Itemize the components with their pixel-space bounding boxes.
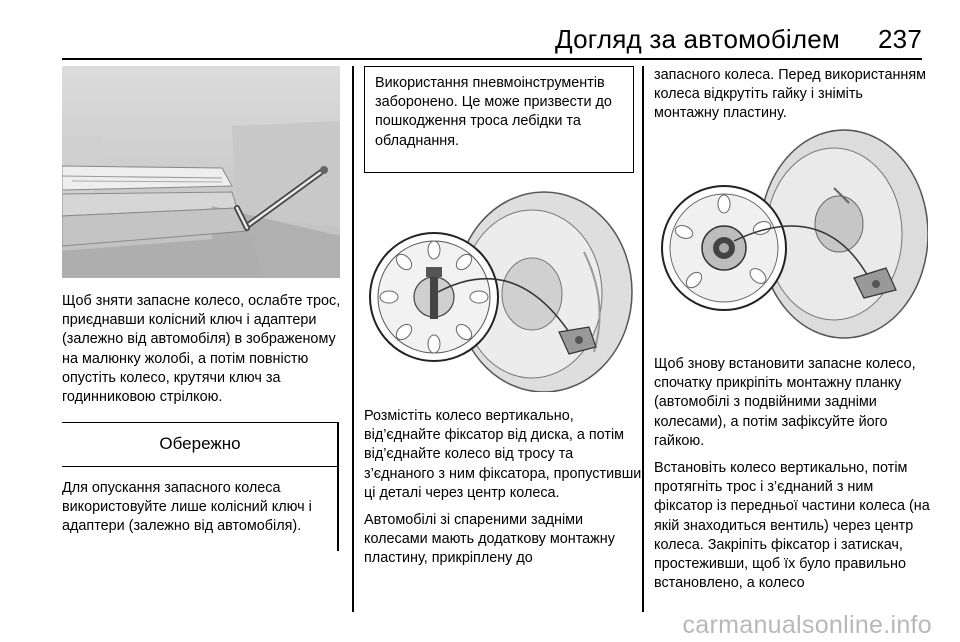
col3-paragraph-2: Встановіть колесо вертикально, потім протягніть трос і з’єднаний з ним фіксатор із передньої частини колеса (на якій знаходиться вентиль) через центр колеса. Закріпіть фіксатор і затискач, простеживши, щоб їх було правильно встановлено, а колесо — [654, 460, 930, 592]
section-title: Догляд за автомобілем — [555, 24, 841, 54]
col2-text — [364, 407, 642, 577]
figure-wheel-wrench — [62, 66, 340, 278]
figure-spare-wheel-retainer — [364, 182, 634, 392]
header-rule — [62, 58, 922, 60]
page-header — [555, 24, 922, 55]
col3-paragraph-top: запасного колеса. Перед використанням колеса відкрутіть гайку і зніміть монтажну пластину. — [654, 67, 927, 122]
caution-text: Для опускання запасного колеса використовуйте лише колісний ключ і адаптери (залежно від автомобіля). — [62, 480, 312, 535]
col2-paragraph-1: Розмістіть колесо вертикально, від’єднайте фіксатор від диска, а потім від’єднайте колесо від тросу та з’єднаного з ним фіксатора, пропустивши ці деталі через центр колеса. — [364, 408, 642, 501]
col3-paragraph-1: Щоб знову встановити запасне колесо, спочатку прикріпіть монтажну планку (автомобілі з подвійними задніми колесами), а потім зафіксуйте його гайкою. — [654, 356, 916, 449]
col1-paragraph: Щоб зняти запасне колесо, ослабте трос, приєднавши колісний ключ і адаптери (залежно від автомобіля) в зображеному на малюнку жолобі, а потім повністю опустіть колесо, крутячи ключ за годинниковою стрілкою. — [62, 293, 341, 406]
caution-title: Обережно — [62, 423, 338, 467]
figure-wheel-mounting — [654, 128, 928, 340]
warning-note-box — [364, 66, 634, 173]
watermark: carmanualsonline.info — [682, 611, 932, 639]
warning-note-text: Використання пневмоінструментів заборонено. Це може призвести до пошкодження троса лебідки та обладнання. — [375, 75, 612, 149]
column-divider-1 — [352, 66, 354, 612]
caution-side-rule — [337, 422, 339, 551]
col3-text — [654, 355, 932, 601]
column-divider-2 — [642, 66, 644, 612]
page-number: 237 — [878, 24, 922, 54]
col2-paragraph-2: Автомобілі зі спареними задніми колесами мають додаткову монтажну пластину, прикріплену до — [364, 512, 615, 567]
caution-box — [62, 422, 338, 552]
